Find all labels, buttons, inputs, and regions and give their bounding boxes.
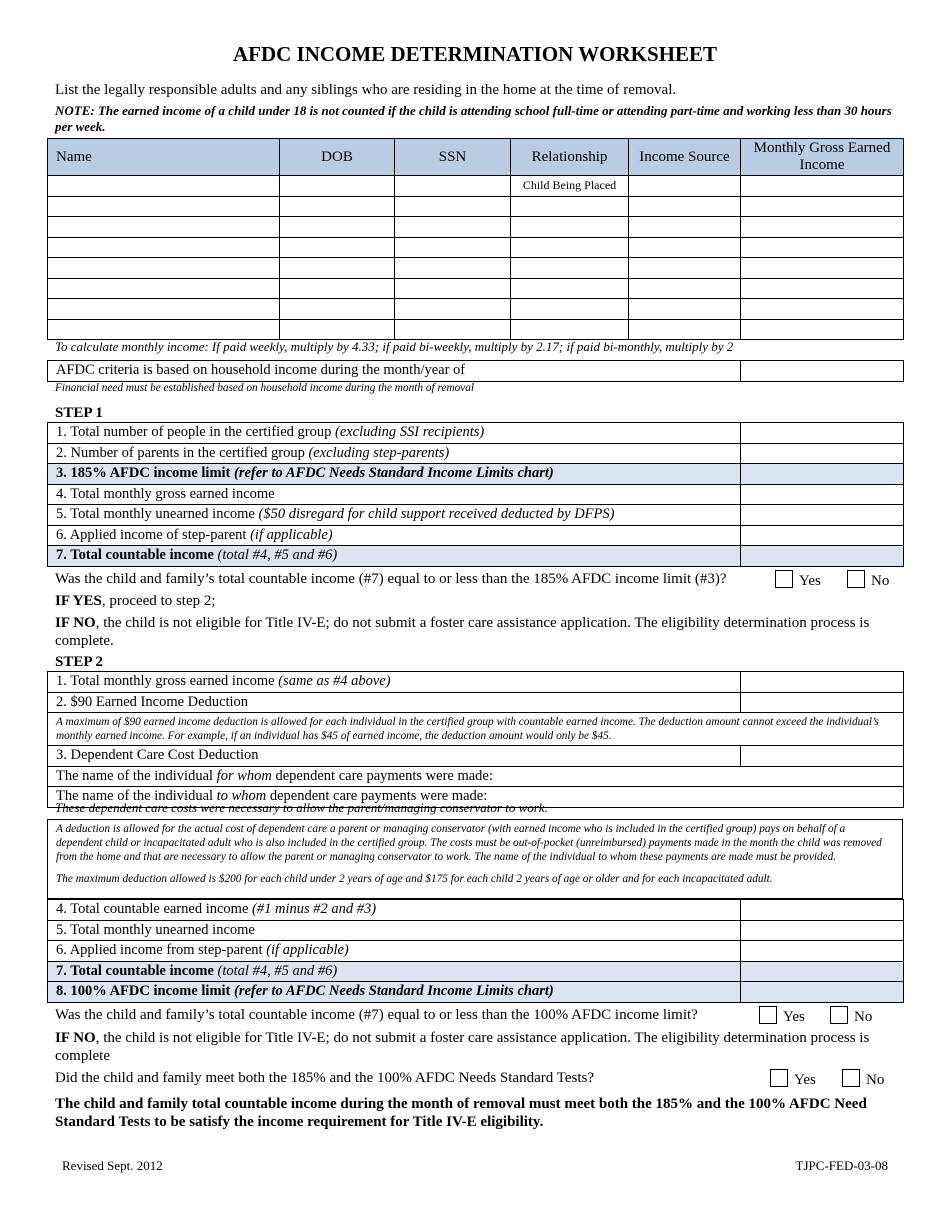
q3-yes[interactable]: Yes xyxy=(770,1069,816,1089)
step1-heading: STEP 1 xyxy=(55,405,103,421)
step1-input-3[interactable] xyxy=(741,464,904,485)
step2-totals-table xyxy=(47,899,904,1003)
q3-yes-checkbox[interactable] xyxy=(770,1069,788,1087)
step1-input-1[interactable] xyxy=(741,423,904,444)
step2-input-4[interactable] xyxy=(741,900,904,921)
q2-yes-checkbox[interactable] xyxy=(759,1006,777,1024)
final-statement: The child and family total countable income during the month of removal must meet both the 185% and the 100% AFDC Need Standard Tests to be satisfy the income requirement for Title IV-E eligibility. xyxy=(55,1096,867,1130)
calc-note: To calculate monthly income: If paid weekly, multiply by 4.33; if paid bi-weekly, multiply by 2.17; if paid bi-monthly, multiply by 2 xyxy=(55,339,734,354)
step1-input-6[interactable] xyxy=(741,525,904,546)
step1-row-5: 5. Total monthly unearned income ($50 disregard for child support received deducted by DFPS) xyxy=(48,505,741,526)
table-row xyxy=(48,237,904,258)
step1-table xyxy=(47,422,904,567)
step2-input-7[interactable] xyxy=(741,961,904,982)
step2-input-3[interactable] xyxy=(741,746,904,767)
step1-row-6: 6. Applied income of step-parent (if applicable) xyxy=(48,525,741,546)
if-no-text: IF NO, the child is not eligible for Title IV-E; do not submit a foster care assistance application. The eligibility determination process is complete. xyxy=(55,615,870,649)
deduction-90-note: A maximum of $90 earned income deduction is allowed for each individual in the certified group with countable earned income. The deduction amount cannot exceed the individual’s monthly earned income. For example, if an individual has $45 of earned income, the deduction amount would only be $45. xyxy=(48,713,904,746)
if-no-text-2: IF NO, the child is not eligible for Title IV-E; do not submit a foster care assistance application. The eligibility determination process is complete xyxy=(55,1030,870,1064)
deduction-note-box xyxy=(47,819,903,899)
footer-revised: Revised Sept. 2012 xyxy=(62,1158,163,1173)
criteria-table xyxy=(47,360,904,382)
col-relationship: Relationship xyxy=(511,139,629,176)
question-both: Did the child and family meet both the 185% and the 100% AFDC Needs Standard Tests? xyxy=(55,1070,594,1086)
step2-row-7: 7. Total countable income (total #4, #5 and #6) xyxy=(48,961,741,982)
step2-input-5[interactable] xyxy=(741,920,904,941)
q1-yes-checkbox[interactable] xyxy=(775,570,793,588)
col-ssn: SSN xyxy=(395,139,511,176)
household-table xyxy=(47,138,904,340)
step2-row-8: 8. 100% AFDC income limit (refer to AFDC Needs Standard Income Limits chart) xyxy=(48,982,741,1003)
col-monthly-gross: Monthly Gross Earned Income xyxy=(741,139,904,176)
q2-yes[interactable]: Yes xyxy=(759,1006,805,1026)
q2-no-checkbox[interactable] xyxy=(830,1006,848,1024)
q1-no-checkbox[interactable] xyxy=(847,570,865,588)
step1-row-4: 4. Total monthly gross earned income xyxy=(48,484,741,505)
step2-row-2: 2. $90 Earned Income Deduction xyxy=(48,692,741,713)
step1-row-7: 7. Total countable income (total #4, #5 and #6) xyxy=(48,546,741,567)
household-header-row xyxy=(48,139,904,176)
question-185: Was the child and family’s total countable income (#7) equal to or less than the 185% AFDC income limit (#3)? xyxy=(55,571,727,587)
table-row xyxy=(48,319,904,340)
step2-row-1: 1. Total monthly gross earned income (same as #4 above) xyxy=(48,672,741,693)
name-to-whom[interactable]: The name of the individual to whom dependent care payments were made: xyxy=(48,787,904,808)
step1-input-5[interactable] xyxy=(741,505,904,526)
page-title: AFDC INCOME DETERMINATION WORKSHEET xyxy=(232,42,718,66)
ssn-cell[interactable] xyxy=(395,176,511,197)
step2-table xyxy=(47,671,904,808)
q2-no[interactable]: No xyxy=(830,1006,872,1026)
step1-input-7[interactable] xyxy=(741,546,904,567)
name-for-whom[interactable]: The name of the individual for whom dependent care payments were made: xyxy=(48,766,904,787)
col-name: Name xyxy=(48,139,280,176)
q1-yes[interactable]: Yes xyxy=(775,570,821,590)
relationship-cell: Child Being Placed xyxy=(511,176,629,197)
name-cell[interactable] xyxy=(48,176,280,197)
income-cell[interactable] xyxy=(741,176,904,197)
q1-no[interactable]: No xyxy=(847,570,889,590)
financial-note: Financial need must be established based on household income during the month of removal xyxy=(55,382,475,394)
step1-input-2[interactable] xyxy=(741,443,904,464)
col-dob: DOB xyxy=(280,139,395,176)
table-row xyxy=(48,217,904,238)
step1-input-4[interactable] xyxy=(741,484,904,505)
step2-row-3: 3. Dependent Care Cost Deduction xyxy=(48,746,741,767)
table-row xyxy=(48,196,904,217)
criteria-label: AFDC criteria is based on household income during the month/year of xyxy=(48,361,741,382)
table-row xyxy=(48,176,904,197)
step1-row-1: 1. Total number of people in the certified group (excluding SSI recipients) xyxy=(48,423,741,444)
dob-cell[interactable] xyxy=(280,176,395,197)
income-source-cell[interactable] xyxy=(629,176,741,197)
intro-text: List the legally responsible adults and any siblings who are residing in the home at the time of removal. xyxy=(55,82,677,98)
question-100: Was the child and family’s total countable income (#7) equal to or less than the 100% AFDC income limit? xyxy=(55,1007,698,1023)
q3-no-checkbox[interactable] xyxy=(842,1069,860,1087)
footer-form-id: TJPC-FED-03-08 xyxy=(795,1158,888,1173)
table-row xyxy=(48,258,904,279)
step2-input-1[interactable] xyxy=(741,672,904,693)
step1-row-2: 2. Number of parents in the certified group (excluding step-parents) xyxy=(48,443,741,464)
q3-no[interactable]: No xyxy=(842,1069,884,1089)
max-deduction-note: The maximum deduction allowed is $200 for each child under 2 years of age and $175 for each child 2 years of age or older and for each incapacitated adult. xyxy=(56,873,773,885)
step2-row-5: 5. Total monthly unearned income xyxy=(48,920,741,941)
step2-input-8[interactable] xyxy=(741,982,904,1003)
deduction-note: A deduction is allowed for the actual cost of dependent care a parent or managing conservator (with earned income who is included in the certified group) pays on behalf of a dependent child or incapacitated adult who is also included in the certified group. The costs must be out-of-pocket (unreimbursed) payments made in the month the child was removed from the home and that are necessary to allow the parent or managing conservator to work. The name of the individual to whom these payments are made must be provided. xyxy=(56,823,882,863)
criteria-input[interactable] xyxy=(741,361,904,382)
table-row xyxy=(48,299,904,320)
step2-row-4: 4. Total countable earned income (#1 minus #2 and #3) xyxy=(48,900,741,921)
necessary-note: These dependent care costs were necessary to allow the parent/managing conservator to work. xyxy=(55,800,548,815)
if-yes-text: IF YES, proceed to step 2; xyxy=(55,593,216,609)
step2-heading: STEP 2 xyxy=(55,654,103,670)
col-income-source: Income Source xyxy=(629,139,741,176)
step2-row-6: 6. Applied income from step-parent (if applicable) xyxy=(48,941,741,962)
step1-row-3: 3. 185% AFDC income limit (refer to AFDC Needs Standard Income Limits chart) xyxy=(48,464,741,485)
step2-input-2[interactable] xyxy=(741,692,904,713)
step2-input-6[interactable] xyxy=(741,941,904,962)
table-row xyxy=(48,278,904,299)
note-text: NOTE: The earned income of a child under 18 is not counted if the child is attending school full-time or attending part-time and working less than 30 hours per week. xyxy=(55,103,892,134)
